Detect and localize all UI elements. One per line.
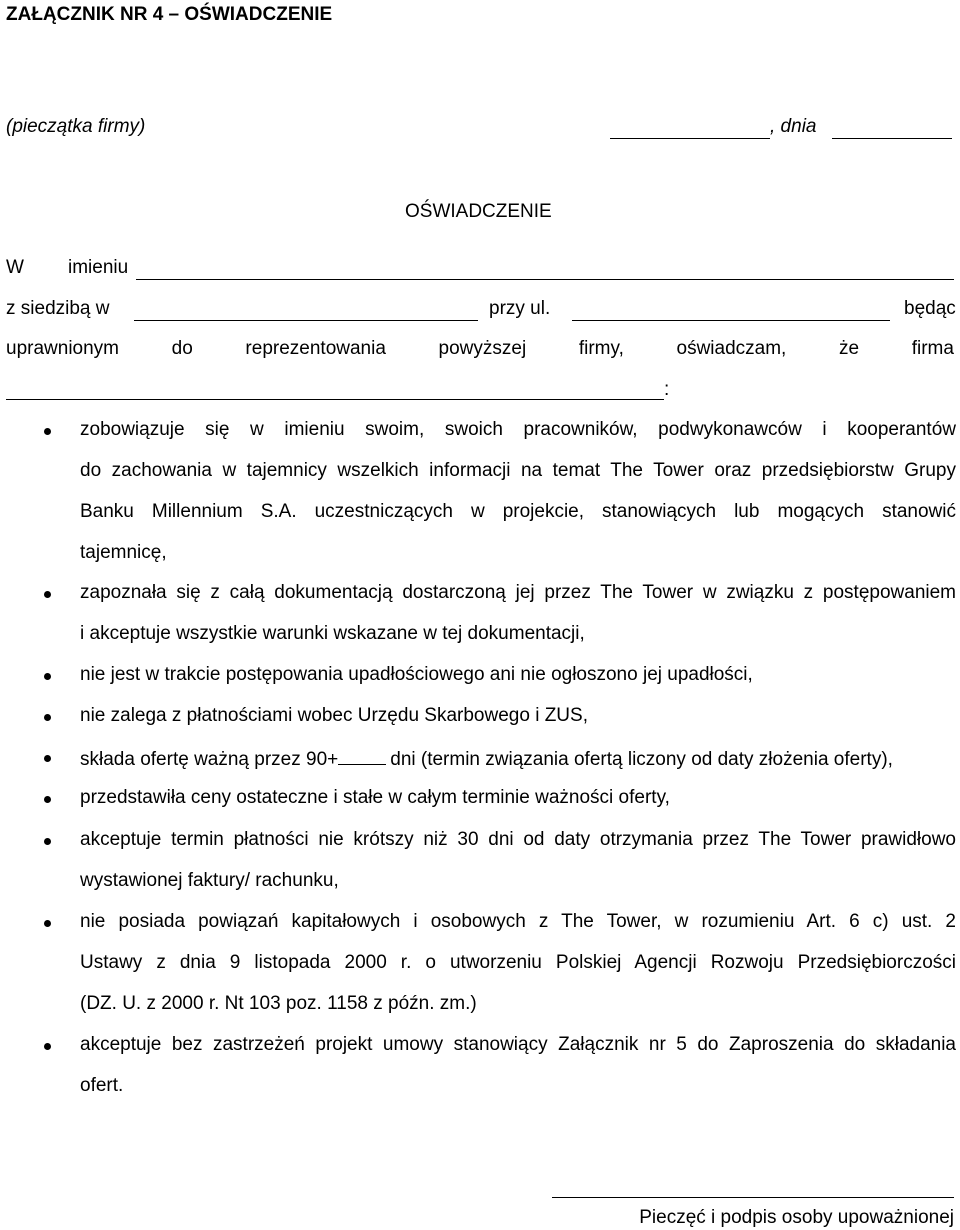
bullet-2-line-2: i akceptuje wszystkie warunki wskazane w tej dokumentacji, [80,623,585,644]
signature-line [552,1197,954,1198]
bullet-8-line-1: nie posiada powiązań kapitałowych i osobowych z The Tower, w rozumieniu Art. 6 c) ust. 2 [80,911,956,932]
bullet-8-line-2: Ustawy z dnia 9 listopada 2000 r. o utworzeniu Polskiej Agencji Rozwoju Przedsiębiorczości [80,952,956,973]
bullet-icon [44,591,51,598]
intro-siedziba-label: z siedzibą w [6,298,110,319]
stamp-label: (pieczątka firmy) [6,116,146,137]
bullet-1-line-2: do zachowania w tajemnicy wszelkich informacji na temat The Tower oraz przedsiębiorstw Grupy [80,460,956,481]
intro-word: że [838,338,860,359]
bullet-icon [44,838,51,845]
bullet-1-line-1: zobowiązuje się w imieniu swoim, swoich pracowników, podwykonawców i kooperantów [80,419,956,440]
document-title: ZAŁĄCZNIK NR 4 – OŚWIADCZENIE [6,4,333,25]
bullet-icon [44,920,51,927]
intro-word: firma [911,338,954,359]
bullet-9-line-1: akceptuje bez zastrzeżeń projekt umowy stanowiący Załącznik nr 5 do Zaproszenia do składania [80,1034,956,1055]
company-firm-blank-line [6,399,664,400]
intro-w-label: W [6,257,24,278]
bullet-1-line-3: Banku Millennium S.A. uczestniczących w projekcie, stanowiących lub mogących stanowić [80,501,956,522]
intro-imieniu-label: imieniu [68,257,129,278]
validity-days-blank [338,746,386,765]
intro-word: powyższej [438,338,527,359]
bullet-9-line-2: ofert. [80,1075,124,1096]
colon: : [664,379,670,400]
intro-bedac-label: będąc [904,298,956,319]
place-blank-line [610,138,770,139]
validity-pre-text: składa ofertę ważną przez 90+ [80,749,339,770]
seat-blank-line [134,320,478,321]
intro-word: uprawnionym [6,338,119,359]
bullet-icon [44,673,51,680]
statement-heading: OŚWIADCZENIE [405,201,552,222]
intro-word: oświadczam, [676,338,787,359]
bullet-7-line-1: akceptuje termin płatności nie krótszy niż 30 dni od daty otrzymania przez The Tower prawidłowo [80,829,956,850]
company-name-blank-line [136,279,954,280]
bullet-icon [44,428,51,435]
date-label: , dnia [770,116,817,137]
intro-word: firmy, [578,338,624,359]
bullet-6-line-1: przedstawiła ceny ostateczne i stałe w całym terminie ważności oferty, [80,787,670,808]
bullet-7-line-2: wystawionej faktury/ rachunku, [80,870,339,891]
date-blank-line [832,138,952,139]
intro-word: do [171,338,193,359]
bullet-icon [44,755,51,762]
signature-label: Pieczęć i podpis osoby upoważnionej [639,1207,954,1228]
bullet-1-line-4: tajemnicę, [80,542,167,563]
bullet-3-line-1: nie jest w trakcie postępowania upadłościowego ani nie ogłoszono jej upadłości, [80,664,753,685]
bullet-icon [44,1043,51,1050]
bullet-8-line-3: (DZ. U. z 2000 r. Nt 103 poz. 1158 z późn. zm.) [80,993,477,1014]
street-blank-line [572,320,890,321]
intro-word: reprezentowania [245,338,386,359]
bullet-4-line-1: nie zalega z płatnościami wobec Urzędu Skarbowego i ZUS, [80,705,588,726]
intro-przy-label: przy ul. [489,298,551,319]
validity-post-text: dni (termin związania ofertą liczony od daty złożenia oferty), [390,749,893,770]
bullet-icon [44,714,51,721]
bullet-5-line-1 [80,746,956,771]
intro-line-3 [6,338,954,360]
bullet-icon [44,796,51,803]
bullet-2-line-1: zapoznała się z całą dokumentacją dostarczoną jej przez The Tower w związku z postępowaniem [80,582,956,603]
